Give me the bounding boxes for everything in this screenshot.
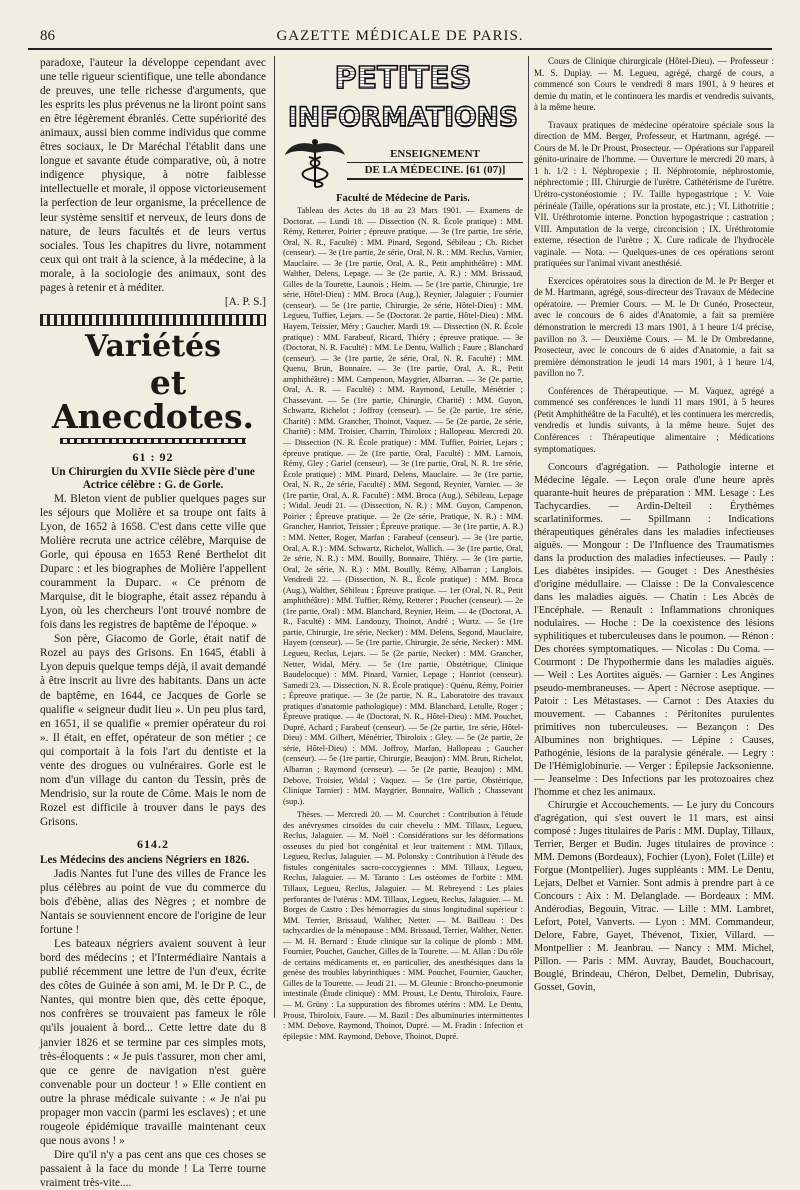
conferences-notice: Conférences de Thérapeutique. — M. Vaquez, agrégé a commencé ses conférences le lundi 11 mars 1901, à 5 heures (Petit Amphithéâtre de la Faculté), et les continuera les mercredis, vendredis et lundis suivants, à la même heure. Sujet des Conférences : Thérapeutique alimentaire ; Médications symptomatiques. <box>534 385 774 454</box>
header-rule <box>28 48 772 50</box>
exam-schedule: Tableau des Actes du 18 au 23 Mars 1901. — Examens de Doctorat. — Lundi 18. — Dissection (N. R. École pratique) : MM. Rémy, Retterer, Poirier ; épreuve pratique. — 3e (1re partie, 1re série, Oral, N. R., Faculté) : MM. Pinard, Segond, Sébileau ; Ch. Richet (censeur). — 3e (1re partie, 2e série, Oral, N. R. : MM. Reclus, Varnier, Mauclaire. — 3e (1re partie, Oral, A. R., Petit amphithéâtre) : MM. Walther, Delens, Lepage. — 3e (2e partie, A. R.) : MM. Brissaud, Gilles de la Tourette, Launois ; Heim. — 5e (1re partie, Chirurgie, 1re série, Hôtel-Dieu) : MM. Broca (Aug.), Reynier, Jalaguier ; Fournier (censeur). — 5e (1re partie, Chirurgie, 2e série, Hôtel-Dieu) : MM. Legueu, Tuffier, Lejars. — 5e (Doctorat. 2e partie, Hôtel-Dieu) : MM. Hayem, Teissier, Méry ; Gaucher. Mardi 19. — Dissection (N. R. École pratique) : MM. Farabeuf, Ricard, Thiéry ; épreuve pratique. — 3e (Doctorat, N. R. Faculté) : MM. Le Dentu, Wallich ; Faure ; Blanchard (censeur). — 3e (1re partie, 2e série, Oral, N. R. Faculté) : MM. Quenu, Brun, Bonnaire. — 3e (1re partie, Oral, A. R., Petit amphithéâtre) : MM. Campenon, Maygrier, Albarran. — 3e (2e partie, Oral, A. R. — Faculté) : MM. Raymond, Letulle, Ménétrier ; Chassevant. — 5e (1re partie, Chirurgie, Charité) : MM. Guyon, Schwartz, Richelot ; Joffroy (censeur). — 5e (2e partie, 1re série, Charité) : MM. Grancher, Thoinot, Vaquez. — 5e (2e partie, 2e série, Charité) : MM. Troisier, Charrin, Thiroloix ; Hallopeau. Mercredi 20. — Dissection (N. R. École pratique) : MM. Tuffier, Poirier, Lejars ; épreuve pratique. — 2e (1re partie, Oral, Faculté) : MM. Larnois, Rémy, Gley ; Gariel (censeur). — 3e (1re partie, Oral, N. R. 1re série, École pratique) : MM. Pinard, Delens, Mauclaire. — 3e (1re partie, Oral, N. R., 2e série, Faculté) : MM. Segond, Reynier, Varnier. — 3e (1re partie, Oral, A. R. Faculté) : MM. Broca (Aug.), Sébileau, Lepage ; Widal. Jeudi 21. — (Dissection, N. R.) : MM. Guyon, Campenon, Poirier ; Épreuve pratique. — 2e (2e série, Pratique, N. R.) : MM. Grancher, Hanriot, Teissier ; Épreuve pratique. — 3e (1re partie, A. R.) : MM. Netter, Roger, Marfan ; Farabeuf (censeur). — 3e (1re partie, Oral, A. R.) : MM. Schwartz, Richelot, Wallich. — 3e (1re partie, Oral, 2e série, N. R.) : MM. Bouilly, Bonnaire, Thiéry. — 3e (1re partie, Oral, 2e série, N. R.) : MM. Bouilly, Rémy, Albarran ; Langlois. Vendredi 22. — (Dissection, N. R., École pratique) : MM. Broca (Aug.), Walther, Sébileau ; Épreuve pratique. — 1er (Oral, N. R., Petit amphithéâtre) : MM. Tuffier, Rémy, Retterer ; Pouchet (censeur). — 2e (1re partie, Oral) : MM. Blanchard, Reynier, Heim. — 4e (Doctorat, A. R., Faculté) : MM. Landouzy, Thoinot, André ; Wurtz. — 5e (1re partie, Chirurgie, 1re série, Necker) : MM. Delens, Segond, Mauclaire, Hayem (censeur). — 5e (1re partie, Chirurgie, 2e série, Necker) : MM. Legueu, Reclus, Lejars. — 5e (2e partie, Necker) : MM. Grancher, Netter, Widal, Méry. — 5e (1re partie, Obstétrique, Clinique Baudelocque) : MM. Pinard, Varnier, Lepage ; Hanriot (censeur). Samedi 23. — Dissection, N. R. École pratique) : Quénu, Rémy, Poirier ; Épreuve pratique. — 3e (2e partie, N. R., Laboratoire des travaux pratiques d'anatomie pathologique) : MM. Blanchard, Letulle, Roger ; Épreuve pratique. — 4e (Doctorat, N. R., Hôtel-Dieu) : MM. Pouchet, Dupré, Achard ; Farabeuf (censeur). — 5e (2e partie, 1re série, Hôtel-Dieu) : MM. Gilbert, Ménétrier, Thiroloix ; Gley. — 5e (2e partie, 2e série, Hôtel-Dieu) : MM. Joffroy, Marfan, Hallopeau ; Gaucher (censeur). — 5e (1re partie, Chirurgie, Beaujon) : MM. Brun, Richelot, Albarran ; Raymond (censeur). — 5e (2e partie, Beaujon) : MM. Debove, Troisier, Widal ; Vaquez. — 5e (1re partie, Obstétrique, Clinique Tarnier) : MM. Maygrier, Bonnaire, Wallich ; Chassevant (sup.). <box>283 206 523 806</box>
varietes-heading: Variétés <box>84 328 222 364</box>
chirurgie-notice: Chirurgie et Accouchements. — Le jury du Concours d'agrégation, qui s'est ouvert le 11 mars, est ainsi composé : Juges titulaires de Paris : MM. Duplay, Tillaux, Terrier, Berger et Budin. Juges titulaires de province : MM. Demons (Bordeaux), Fochier (Lyon), Folet (Lille) et Forgue (Montpellier). Juges suppléants : MM. Le Dentu, Lejars, Delbet et Varnier. Sont admis à prendre part à ce Concours : Aix : M. Delanglade. — Bordeaux : MM. Andérodias, Begouin, Vitrac. — Lille : MM. Lambret, Lefort, Potel, Vanverts. — Lyon : MM. Commandeur, Delore, Fabre, Gayet, Thévenot, Tixier, Villard. — Montpellier : M. Jeanbrau. — Nancy : MM. Michel, Pillon. — Paris : MM. Auvray, Baudet, Bouchacourt, Bouglé, Brindeau, Chéron, Delbet, Demelin, Dubrisay, Gosset, Govin, <box>534 800 774 994</box>
ornament-divider <box>40 314 266 326</box>
article-paragraph: Les bateaux négriers avaient souvent à leur bord des médecins ; et l'Intermédiaire Nantais a publié récemment une lettre de l'un d'eux, écrite des côtes de Guinée à son ami, M. le Dr P. C., de Nantes, qui montre bien que, dès cette époque, nos confrères se trouvaient pas fameux le rôle qu'ils jouaient à bord... Cette lettre date du 8 janvier 1826 et se termine par ces simples mots, très-éloquents : « Je puis t'assurer, mon cher ami, que ce genre de navigation n'est guère convenable pour un docteur ! » Elle contient en outre la phrase médicale suivante : « Je n'ai pu propager mon vaccin (parmi les esclaves) ; et une rougeole épidémique travaille maintenant ceux que nous avons ! » <box>40 938 266 1147</box>
publication-title: GAZETTE MÉDICALE DE PARIS. <box>276 28 524 44</box>
banner-word-1: PETITES <box>334 61 472 96</box>
column-right <box>534 56 774 1018</box>
column-left <box>40 56 266 1189</box>
petites-informations-banner <box>285 56 521 134</box>
article-title: Un Chirurgien du XVIIe Siècle père d'une Actrice célèbre : G. de Gorle. <box>51 465 255 491</box>
column-divider <box>274 56 275 1018</box>
banner-word-2: INFORMATIONS <box>288 102 518 133</box>
caduceus-icon <box>283 137 347 189</box>
article-paragraph: Son père, Giacomo de Gorle, était natif de Rozel au pays des Grisons. En 1645, établi à Lyon depuis quelque temps déjà, il avait demandé à être inscrit au livre des habitants. Dans un acte de baptême, en 1644, ce Jacques de Gorle se qualifie « seigneur dudit lieu ». Un peu plus tard, en 1651, il se qualifie « premier opérateur du roi ». Il était, en effet, opérateur de son métier ; ce qui comportait à la fois l'art du dentiste et la vente des drogues ou vulnéraires. Gorle est le nom d'un village du canton du Tessin, près de Mendrisio, sur la route de Côme. Mais le nom de Rozel est difficile à trouver dans le pays des Grisons. <box>40 633 266 828</box>
clinique-notice: Cours de Clinique chirurgicale (Hôtel-Dieu). — Professeur : M. S. Duplay. — M. Legueu, agrégé, chargé de cours, a commencé son Cours le vendredi 8 mars 1901, à 9 heures et demie du matin, et le continuera les mardis et vendredis suivants, à la même heure. <box>534 56 774 113</box>
article-number: 61 : 92 <box>132 449 174 464</box>
exercices-notice: Exercices opératoires sous la direction de M. le Pr Berger et de M. Hartmann, agrégé, sous-directeur des Travaux de Médecine opératoire. — Premier Cours. — M. le Dr Cunéo, Prosecteur, avec le concours de 6 aides d'Anatomie, a fait sa première démonstration le mercredi 13 mars 1901, à 1 heure 1/4 précise, pavillon no 3. — Deuxième Cours. — M. le Dr Ombredanne, Prosecteur, avec le concours de 6 aides d'Anatomie, a fait sa première démonstration le jeudi 14 mars 1901, à 1 heure 1/4, pavillon no 7. <box>534 275 774 379</box>
theses-list: Thèses. — Mercredi 20. — M. Courchet : Contribution à l'étude des anévrysmes cirsoïdes du cuir chevelu : MM. Tillaux, Legueu, Reclus, Jalaguier. — M. Noël : Considérations sur les déformations osseuses du pied bot congénital et leur traitement : MM. Tillaux, Legueu, Reclus, Jalaguier. — M. Polonsky : Contribution à l'étude des fistules congénitales sacro-coccygiennes : MM. Tillaux, Legueu, Reclus, Jalaguier. — M. Taranto : Les ostéomes de l'orbite : MM. Tillaux, Legueu, Reclus, Jalaguier. — M. Rebreyend : Les plaies perforantes de l'utérus : MM. Tillaux, Legueu, Reclus, Jalaguier. — M. Borges de Castro : Des hémorragies du sinus longitudinal supérieur : MM. Terrier, Brissaud, Walther, Netter. — M. Bailleau : Des tachycardies de la ménopause : MM. Brissaud, Terrier, Walther, Netter. — M. H. Bernard : Étude clinique sur la colique de plomb : MM. Fournier, Pouchet, Gaucher, Gilles de la Tourette. — M. Allan : Du rôle de certains médicaments et, en particulier, des anesthésiques dans la genèse des troubles labyrinthiques : MM. Pouchet, Fournier, Gaucher, Gilles de la Tourette. — Jeudi 21. — M. Gleunie : Broncho-pneumonie intestinale (Étude clinique) : MM. Proust, Le Dentu, Thiroloix, Faure. — M. Grüny : La suppuration des fibromes utérins : MM. Le Dentu, Proust, Thiroloix, Faure. — M. Bazil : Des albuminuries intermittentes : MM. Debove, Raymond, Thoinot, Dupré. — M. Fradin : Infection et épilepsie : MM. Raymond, Debove, Thoinot, Dupré. <box>283 810 523 1041</box>
signature: [A. P. S.] <box>224 295 266 308</box>
page-number: 86 <box>40 28 55 44</box>
article-number: 614.2 <box>137 836 169 851</box>
agregation-notice: Concours d'agrégation. — Pathologie interne et Médecine légale. — Leçon orale d'une heure après quarante-huit heures de préparation : MM. Lesage : Les Tachycardies. — Ardin-Delteil : Érythèmes scarlatiniformes. — Spillmann : Indications thérapeutiques générales dans les maladies infectieuses aiguës. — Mongour : De l'Influence des Traumatismes dans la production des maladies infectieuses. — Pauly : Les diabètes insipides. — Gouget : Des Anesthésies d'origine médullaire. — Claisse : De la Convalescence dans les maladies aiguës. — Chatin : Les Abcès de l'Encéphale. — Renault : Inflammations chroniques nodulaires. — Hoche : De la coexistence des lésions syphilitiques et tuberculeuses dans le poumon. — Rénon : Des chorées symptomatiques. — Nicolas : Du Coma. — Courmont : De l'hypothermie dans les maladies aiguës. — Weil : Les Aortites aiguës. — Garnier : Les Angines pseudo-membraneuses. — Apert : Nécrose aseptique. — Patoir : Les Métastases. — Carnot : Des Ataxies du mouvement. — Cabannes : Péritonites purulentes primitives non tuberculeuses. — Bezançon : Des Albumines non brightiques. — Lépine : Causes, Pathogénie, lésions de la paralysie générale. — Legry : De l'Hémiglobinurie. — Verger : Épilepsie Jacksonienne. — Jeanselme : Des Infections par les protozoaires chez l'homme et chez les animaux. <box>534 462 774 799</box>
review-paragraph: paradoxe, l'auteur la développe cependant avec une telle rigueur scientifique, une telle abondance de preuves, une telle richesse d'arguments, que les esprits les plus prévenus ne la liront point sans en être légèrement ébranlés. Cette supériorité des animaux, aussi bien comme individus que comme êtres sociaux, le Dr Maréchal l'établit dans une longue et savante étude comparative, où, à notre indigence physique, à notre faiblesse intellectuelle et morale, il oppose victorieusement la perfection de leur organisme, la précellence de leur système sensitif et nerveux, de leurs dons de nature, de leurs facultés et de leurs vertus sociales. Tous les chapitres du livre, notamment ceux qui ont trait à la science, à la médecine, à la morale, à la sociologie des animaux, sont des pages à retenir et à méditer. <box>40 57 266 294</box>
section-subtitle: DE LA MÉDECINE. [61 (07)] <box>347 162 523 180</box>
article-paragraph: Dire qu'il n'y a pas cent ans que ces choses se passaient à la face du monde ! La Terre tourne vraiment très-vite.... <box>40 1148 266 1189</box>
page-header <box>28 26 772 46</box>
enseignement-heading <box>283 136 523 190</box>
column-middle <box>283 56 523 1041</box>
article-paragraph: Jadis Nantes fut l'une des villes de France les plus célèbres au point de vue du commerce du bois d'ébène, alias des Nègres ; et nombre de Nantais se souviennent encore de l'origine de leur fortune ! <box>40 867 266 937</box>
section-title: ENSEIGNEMENT <box>390 147 480 160</box>
travaux-notice: Travaux pratiques de médecine opératoire spéciale sous la direction de MM. Berger, Professeur, et Hartmann, agrégé. — Cours de M. le Dr Proust, Prosecteur. — Opérations sur l'appareil génito-urinaire de l'homme. — Ouverture le mercredi 20 mars, à 1 h. 1/2 : I. Néphropexie ; II. Néphrotomie, néphrostomie, néphrectomie ; III. Chirurgie de l'urètre. Cathétérisme de l'urètre. Urétro-cystonéostomie ; IV. Taille hypogastrique ; V. Voie périnéale (Taille, opérations sur la prostate, etc.) ; VI. Lithotritie ; VII. Uréthrotomie interne. Ponction hypogastrique ; castration ; VIII. Amputation de la verge, circoncision ; IX. Uréthrotomie externe, résection de l'urètre ; X. Cure radicale de l'hydrocèle vaginale. — Nota. — Quelques-unes de ces opérations seront pratiquées sur l'animal vivant anesthésié. <box>534 119 774 269</box>
ornament-divider <box>60 438 246 444</box>
article-title: Les Médecins des anciens Négriers en 1826. <box>40 853 250 866</box>
column-divider <box>528 56 529 1018</box>
banner-lettering <box>285 56 521 134</box>
article-paragraph: M. Bleton vient de publier quelques pages sur les séjours que Molière et sa troupe ont faits à Lyon, de 1652 à 1658. C'est dans cette ville que Molière recruta une actrice célèbre, Marquise de Gorle, qui épousa en 1653 René Berthelot dit Duparc : et les biographes de Molière l'appellent couramment la Duparc. « Ce prénom de Marquise, dit le biographe, était assez répandu à Lyon, où les chercheurs l'ont trouvé nombre de fois dans les registres de baptême de l'époque. » <box>40 492 266 632</box>
anecdotes-heading: et Anecdotes. <box>51 362 255 436</box>
faculte-heading: Faculté de Médecine de Paris. <box>336 193 470 204</box>
